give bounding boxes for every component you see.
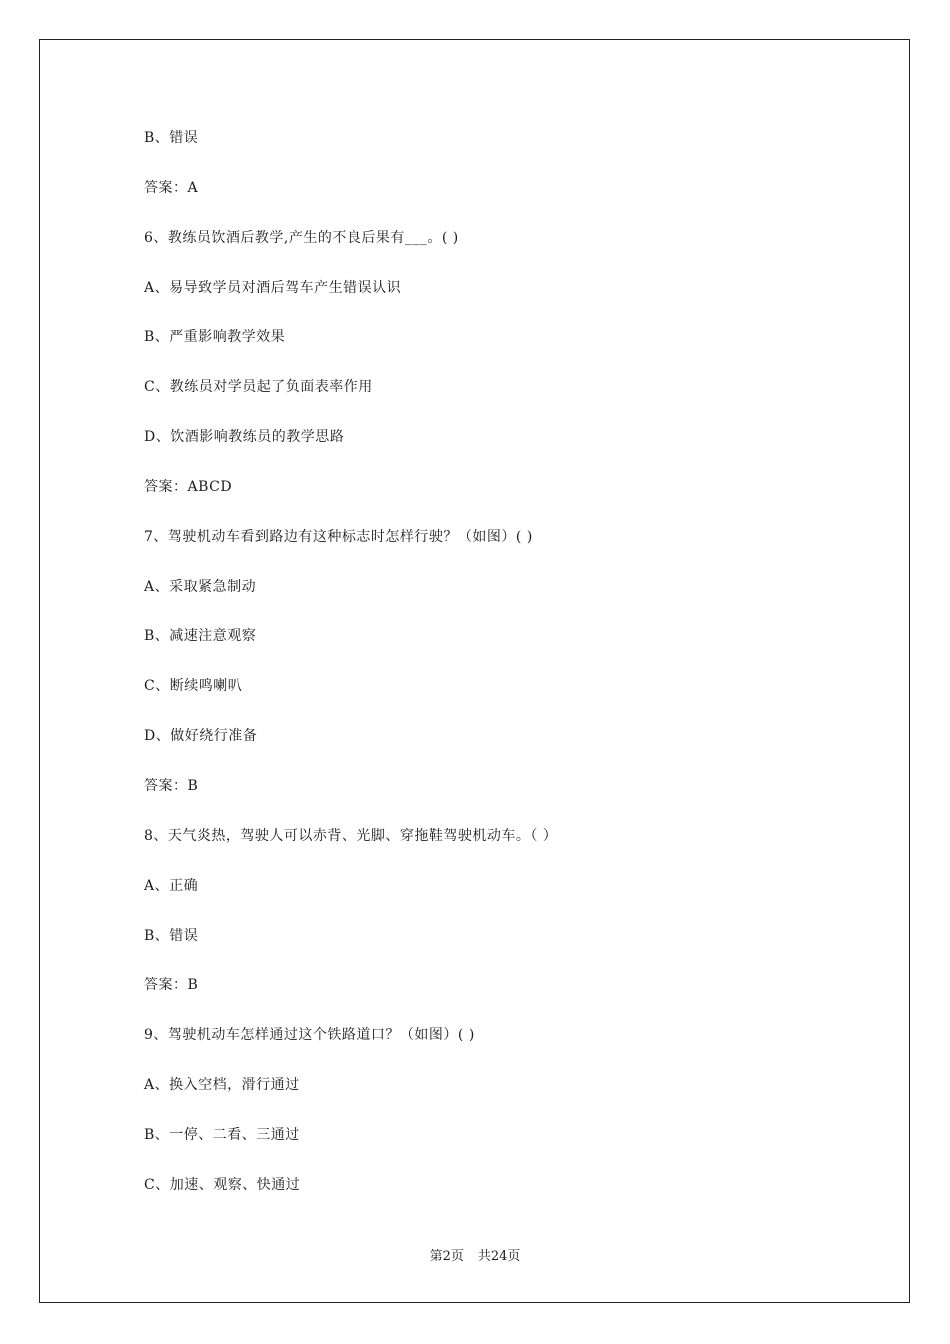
option-b-q7: B、减速注意观察	[144, 628, 257, 645]
total-pages: 共24页	[477, 1249, 521, 1264]
question-8: 8、天气炎热，驾驶人可以赤背、光脚、穿拖鞋驾驶机动车。（ ）	[144, 827, 558, 844]
option-a-q8: A、正确	[144, 877, 199, 894]
answer-q7: 答案：B	[144, 777, 199, 794]
answer-q5: 答案：A	[144, 179, 199, 196]
option-b-q5: B、错误	[144, 130, 199, 146]
option-b-q6: B、严重影响教学效果	[144, 329, 286, 346]
question-6: 6、教练员饮酒后教学,产生的不良后果有___。( )	[144, 229, 459, 246]
option-a-q7: A、采取紧急制动	[144, 578, 257, 595]
option-d-q6: D、饮酒影响教练员的教学思路	[144, 429, 345, 446]
answer-q8: 答案：B	[144, 977, 199, 994]
question-9: 9、驾驶机动车怎样通过这个铁路道口？（如图）( )	[144, 1027, 475, 1044]
option-b-q9: B、一停、二看、三通过	[144, 1126, 300, 1143]
option-c-q7: C、断续鸣喇叭	[144, 678, 243, 695]
option-b-q8: B、错误	[144, 927, 199, 944]
option-a-q6: A、易导致学员对酒后驾车产生错误认识	[144, 279, 402, 296]
page-number: 第2页	[429, 1249, 464, 1264]
question-7: 7、驾驶机动车看到路边有这种标志时怎样行驶？（如图）( )	[144, 528, 533, 545]
document-body	[144, 126, 844, 1223]
page-footer	[0, 1248, 950, 1266]
option-d-q7: D、做好绕行准备	[144, 728, 258, 745]
option-c-q9: C、加速、观察、快通过	[144, 1176, 301, 1193]
option-c-q6: C、教练员对学员起了负面表率作用	[144, 379, 373, 396]
option-a-q9: A、换入空档，滑行通过	[144, 1077, 300, 1094]
answer-q6: 答案：ABCD	[144, 478, 233, 495]
